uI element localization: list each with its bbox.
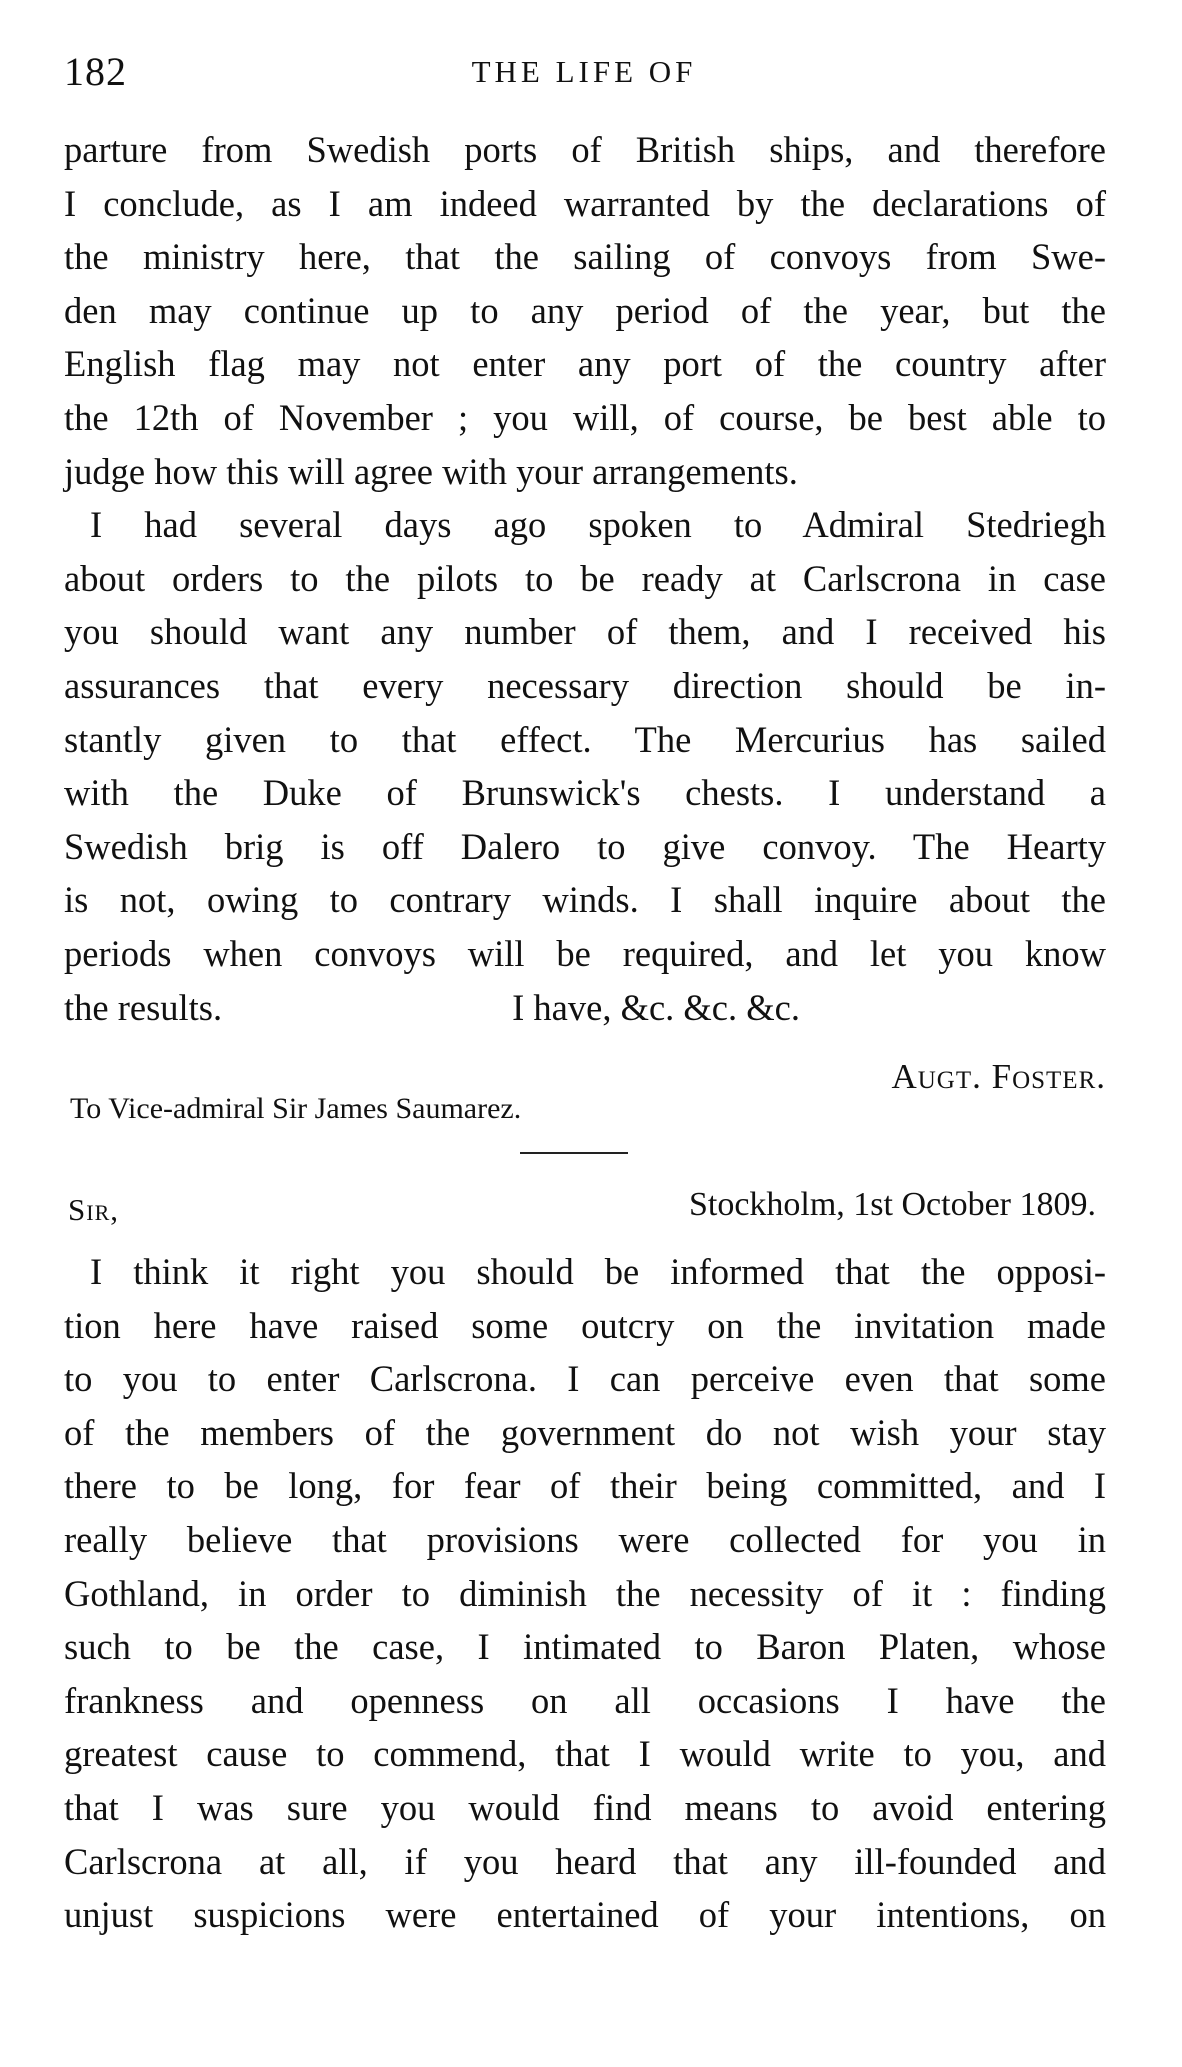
- text-line: the ministry here, that the sailing of convoys from Swe-: [64, 236, 1106, 278]
- salutation: Sir,: [68, 1192, 119, 1227]
- final-line-text: the results.: [64, 986, 223, 1028]
- text-line: the 12th of November ; you will, of course, be best able to: [64, 396, 1106, 438]
- signature: Augt. Foster.: [891, 1057, 1106, 1096]
- letter-one-body: [64, 123, 1106, 1034]
- letter-closing: I have, &c. &c. &c.: [512, 986, 800, 1028]
- text-line: den may continue up to any period of the year, but the: [64, 289, 1106, 331]
- text-line: frankness and openness on all occasions I have the: [64, 1679, 1106, 1721]
- text-line: I think it right you should be informed that the opposi-: [90, 1251, 1106, 1292]
- running-title: THE LIFE OF: [471, 54, 697, 89]
- text-line: stantly given to that effect. The Mercurius has sailed: [64, 718, 1106, 760]
- page-number: 182: [64, 49, 127, 94]
- text-line: about orders to the pilots to be ready at Carlscrona in case: [64, 557, 1106, 599]
- text-line: that I was sure you would find means to avoid entering: [64, 1786, 1106, 1828]
- page-header: [64, 48, 1104, 98]
- text-line: Swedish brig is off Dalero to give convoy. The Hearty: [64, 825, 1106, 867]
- addressee: To Vice-admiral Sir James Saumarez.: [70, 1092, 522, 1125]
- text-line: is not, owing to contrary winds. I shall inquire about the: [64, 879, 1106, 921]
- text-line: I conclude, as I am indeed warranted by the declarations of: [64, 182, 1106, 224]
- text-line: you should want any number of them, and I received his: [64, 611, 1106, 653]
- letter-two-body: [64, 1245, 1106, 1942]
- text-line: parture from Swedish ports of British ships, and therefore: [64, 129, 1106, 170]
- text-line: really believe that provisions were collected for you in: [64, 1518, 1106, 1560]
- section-divider: [520, 1152, 628, 1154]
- closing-line: [64, 981, 1106, 1035]
- text-line: English flag may not enter any port of the country after: [64, 343, 1106, 385]
- text-line: greatest cause to commend, that I would write to you, and: [64, 1733, 1106, 1775]
- text-line: with the Duke of Brunswick's chests. I understand a: [64, 772, 1106, 814]
- text-line: Gothland, in order to diminish the necessity of it : finding: [64, 1572, 1106, 1614]
- text-line: tion here have raised some outcry on the invitation made: [64, 1304, 1106, 1346]
- text-line: judge how this will agree with your arrangements.: [64, 450, 798, 492]
- text-line: unjust suspicions were entertained of your intentions, on: [64, 1894, 1106, 1936]
- text-line: to you to enter Carlscrona. I can perceive even that some: [64, 1358, 1106, 1400]
- dateline: Stockholm, 1st October 1809.: [688, 1186, 1096, 1223]
- text-line: Carlscrona at all, if you heard that any ill-founded and: [64, 1840, 1106, 1882]
- text-line: of the members of the government do not wish your stay: [64, 1411, 1106, 1453]
- text-line: such to be the case, I intimated to Baron Platen, whose: [64, 1626, 1106, 1668]
- text-line: assurances that every necessary direction should be in-: [64, 664, 1106, 706]
- text-line: there to be long, for fear of their being committed, and I: [64, 1465, 1106, 1507]
- text-line: I had several days ago spoken to Admiral Stedriegh: [90, 504, 1106, 546]
- text-line: periods when convoys will be required, and let you know: [64, 932, 1106, 974]
